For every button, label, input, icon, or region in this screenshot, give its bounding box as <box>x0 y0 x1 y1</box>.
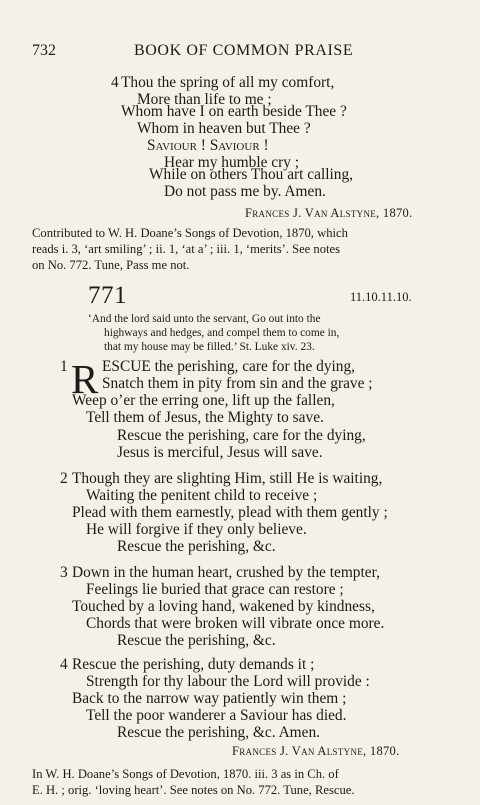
verse-line: Back to the narrow way patiently win them ; <box>72 690 347 707</box>
epigraph-line: highways and hedges, and compel them to come in, <box>104 327 340 339</box>
verse-line: Thou the spring of all my comfort, <box>121 74 335 91</box>
verse-line: Waiting the penitent child to receive ; <box>86 487 318 504</box>
verse-line: He will forgive if they only believe. <box>86 521 307 538</box>
epigraph-line: ‘And the lord said unto the servant, Go out into the <box>88 313 321 325</box>
verse-line: Whom in heaven but Thee ? <box>137 120 311 137</box>
page-number: 732 <box>32 42 56 59</box>
verse-line: Whom have I on earth beside Thee ? <box>121 103 347 120</box>
verse-line: Down in the human heart, crushed by the tempter, <box>72 564 380 581</box>
hymn-note-line: on No. 772. Tune, Pass me not. <box>32 258 190 272</box>
verse-line: Tell them of Jesus, the Mighty to save. <box>86 409 324 426</box>
stanza-number: 2 <box>60 470 68 487</box>
verse-line: More than life to me ; <box>137 91 272 108</box>
hymn-note-line: In W. H. Doane’s Songs of Devotion, 1870. iii. 3 as in Ch. of <box>32 767 339 781</box>
hymn-number: 771 <box>88 282 127 309</box>
verse-line: Rescue the perishing, &c. <box>117 632 276 649</box>
verse-line: Weep o’er the erring one, lift up the fallen, <box>72 392 335 409</box>
verse-line: Snatch them in pity from sin and the grave ; <box>102 375 373 392</box>
stanza-number: 1 <box>60 358 68 375</box>
hymn-note-line: Contributed to W. H. Doane’s Songs of Devotion, 1870, which <box>32 226 348 240</box>
verse-line: Feelings lie buried that grace can restore ; <box>86 581 344 598</box>
verse-line: ESCUE the perishing, care for the dying, <box>102 358 356 375</box>
verse-line: Rescue the perishing, duty demands it ; <box>72 656 315 673</box>
verse-line: Rescue the perishing, &c. <box>117 538 276 555</box>
verse-line: Saviour ! Saviour ! <box>147 137 269 154</box>
verse-line: Plead with them earnestly, plead with them gently ; <box>72 504 388 521</box>
verse-line: Touched by a loving hand, wakened by kindness, <box>72 598 375 615</box>
hymn-author: Frances J. Van Alstyne, 1870. <box>232 744 400 758</box>
hymn-note-line: E. H. ; orig. ‘loving heart’. See notes on No. 772. Tune, Rescue. <box>32 783 355 797</box>
stanza-number: 4 <box>60 656 68 673</box>
hymn-note-line: reads i. 3, ‘art smiling’ ; ii. 1, ‘at a’ ; iii. 1, ‘merits’. See notes <box>32 242 341 256</box>
running-title: BOOK OF COMMON PRAISE <box>134 42 354 59</box>
hymn-meter: 11.10.11.10. <box>350 290 412 304</box>
verse-line: Strength for thy labour the Lord will provide : <box>86 673 370 690</box>
stanza-number: 4 <box>111 74 119 91</box>
verse-line: Rescue the perishing, &c. Amen. <box>117 724 321 741</box>
verse-line: Rescue the perishing, care for the dying, <box>117 427 366 444</box>
verse-line: Tell the poor wanderer a Saviour has died. <box>86 707 347 724</box>
verse-line: Though they are slighting Him, still He is waiting, <box>72 470 383 487</box>
epigraph-line: that my house may be filled.’ St. Luke xiv. 23. <box>104 341 315 353</box>
hymn-author: Frances J. Van Alstyne, 1870. <box>245 206 413 220</box>
page-header <box>32 42 448 62</box>
verse-line: While on others Thou art calling, <box>149 166 354 183</box>
verse-line: Chords that were broken will vibrate once more. <box>86 615 385 632</box>
drop-capital: R <box>71 356 99 402</box>
verse-line: Do not pass me by. Amen. <box>164 183 326 200</box>
stanza-number: 3 <box>60 564 68 581</box>
verse-line: Jesus is merciful, Jesus will save. <box>117 444 323 461</box>
verse-line: Hear my humble cry ; <box>164 154 300 171</box>
